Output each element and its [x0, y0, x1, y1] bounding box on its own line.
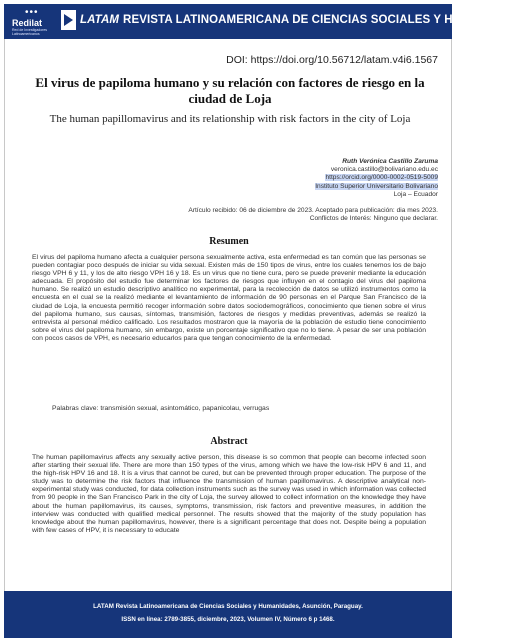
title-english: The human papillomavirus and its relationship with risk factors in the city of Loja [49, 113, 411, 125]
journal-brand [80, 14, 532, 26]
author-name: Ruth Verónica Castillo Zaruma [342, 158, 438, 165]
logo-dots-icon: ••• [25, 7, 39, 18]
author-block [315, 158, 438, 199]
footer-line-2: ISSN en línea: 2789-3855, diciembre, 2023, Volumen IV, Número 6 p 1468. [121, 616, 335, 623]
author-location: Loja – Ecuador [393, 190, 438, 198]
abstract-heading: Abstract [210, 436, 248, 447]
resumen-heading: Resumen [209, 236, 249, 247]
keywords: Palabras clave: transmisión sexual, asintomático, papanicolau, verrugas [52, 405, 270, 412]
conflicts-statement: Conflictos de Interés: Ninguno que declarar. [309, 215, 438, 223]
resumen-text: El virus del papiloma humano afecta a cualquier persona sexualmente activa, esta enfermedad es tan común que las personas se pueden contagiar poco después de iniciar su vida sexual. Existen más de 150 tipos de virus, entre los cuales tenemos los de bajo riesgo VPH 6 y 11, y los de alto riesgo VPH 16 y 18. Es un virus que no tiene cura, pero se puede prevenir mediante la educación adecuada. El propósito del estudio fue determinar los factores de riesgos que influyen en el contagio del virus del papiloma humano. Se realizó un estudio descriptivo analítico no experimental, para la recolección de datos se utilizó instrumentos como la encuesta en el cual se la realizó mediante el levantamiento de información de 90 personas en el Parque San Francisco de la ciudad de Loja, la encuesta permitió recoger información sobre datos sociodemográficos, conocimiento que tienen sobre el virus del papiloma humano, sus causas, síntomas, transmisión, factores de riesgos y medidas preventivas, además se realizó la entrevista al personal médico calificado. Los resultados mostraron que la mayoría de la población de estudio tiene conocimiento sobre el virus del papiloma humano, sin embargo, existe un porcentaje significativo que no lo tiene. A pesar de ser una población con pocos casos de VPH, es necesario educarlos para que tengan conocimiento de la enfermedad. [32, 254, 426, 342]
doi-link[interactable]: DOI: https://doi.org/10.56712/latam.v4i6.1567 [226, 54, 438, 66]
footer-line-1: LATAM Revista Latinoamericana de Ciencias Sociales y Humanidades, Asunción, Paraguay. [93, 603, 363, 610]
title-spanish: El virus de papiloma humano y su relación con factores de riesgo en la ciudad de Loja [35, 75, 425, 106]
author-institution: Instituto Superior Universitario Bolivariano [315, 182, 438, 190]
author-orcid[interactable]: https://orcid.org/0000-0002-0519-5009 [325, 174, 438, 182]
abstract-text: The human papillomavirus affects any sexually active person, this disease is so common that people can become infected soon after starting their sexual life. There are more than 150 types of the virus, among which we have the low-risk HPV 6 and 11, and the high-risk HPV 16 and 18. It is a virus that cannot be cured, but can be prevented through proper education. The purpose of the study was to determine the risk factors that influence the transmission of human papillomavirus. A descriptive analytical non-experimental study was conducted, for data collection instruments such as the survey was used in which information was collected from 90 people in the San Francisco Park in the city of Loja, the survey allowed to collect information on the knowledge they have about the human papillomavirus, its causes, symptoms, transmission, risk factors and preventive measures, in addition the interview was conducted with qualified medical personnel. The results showed that the majority of the study population has knowledge about the human papillomavirus, however, there is a significant percentage that does not. Despite being a population with few cases of HPV, it is necessary to educate [32, 454, 426, 534]
redilat-logo [12, 7, 54, 37]
author-email[interactable]: veronica.castillo@bolivariano.edu.ec [330, 166, 438, 174]
journal-footer [4, 591, 452, 638]
received-date: Artículo recibido: 06 de diciembre de 2023. Aceptado para publicación: dia mes 2023. [188, 207, 438, 214]
logo-name: Redilat [12, 18, 43, 28]
latam-flag-icon [61, 10, 76, 30]
journal-name: REVISTA LATINOAMERICANA DE CIENCIAS SOCIALES Y HUMANIDADES [123, 14, 532, 26]
journal-header [4, 4, 532, 39]
journal-abbr: LATAM [80, 14, 120, 26]
dates-block [188, 207, 438, 223]
logo-subtitle: Red de Investigadores Latinoamericanos [12, 28, 48, 36]
